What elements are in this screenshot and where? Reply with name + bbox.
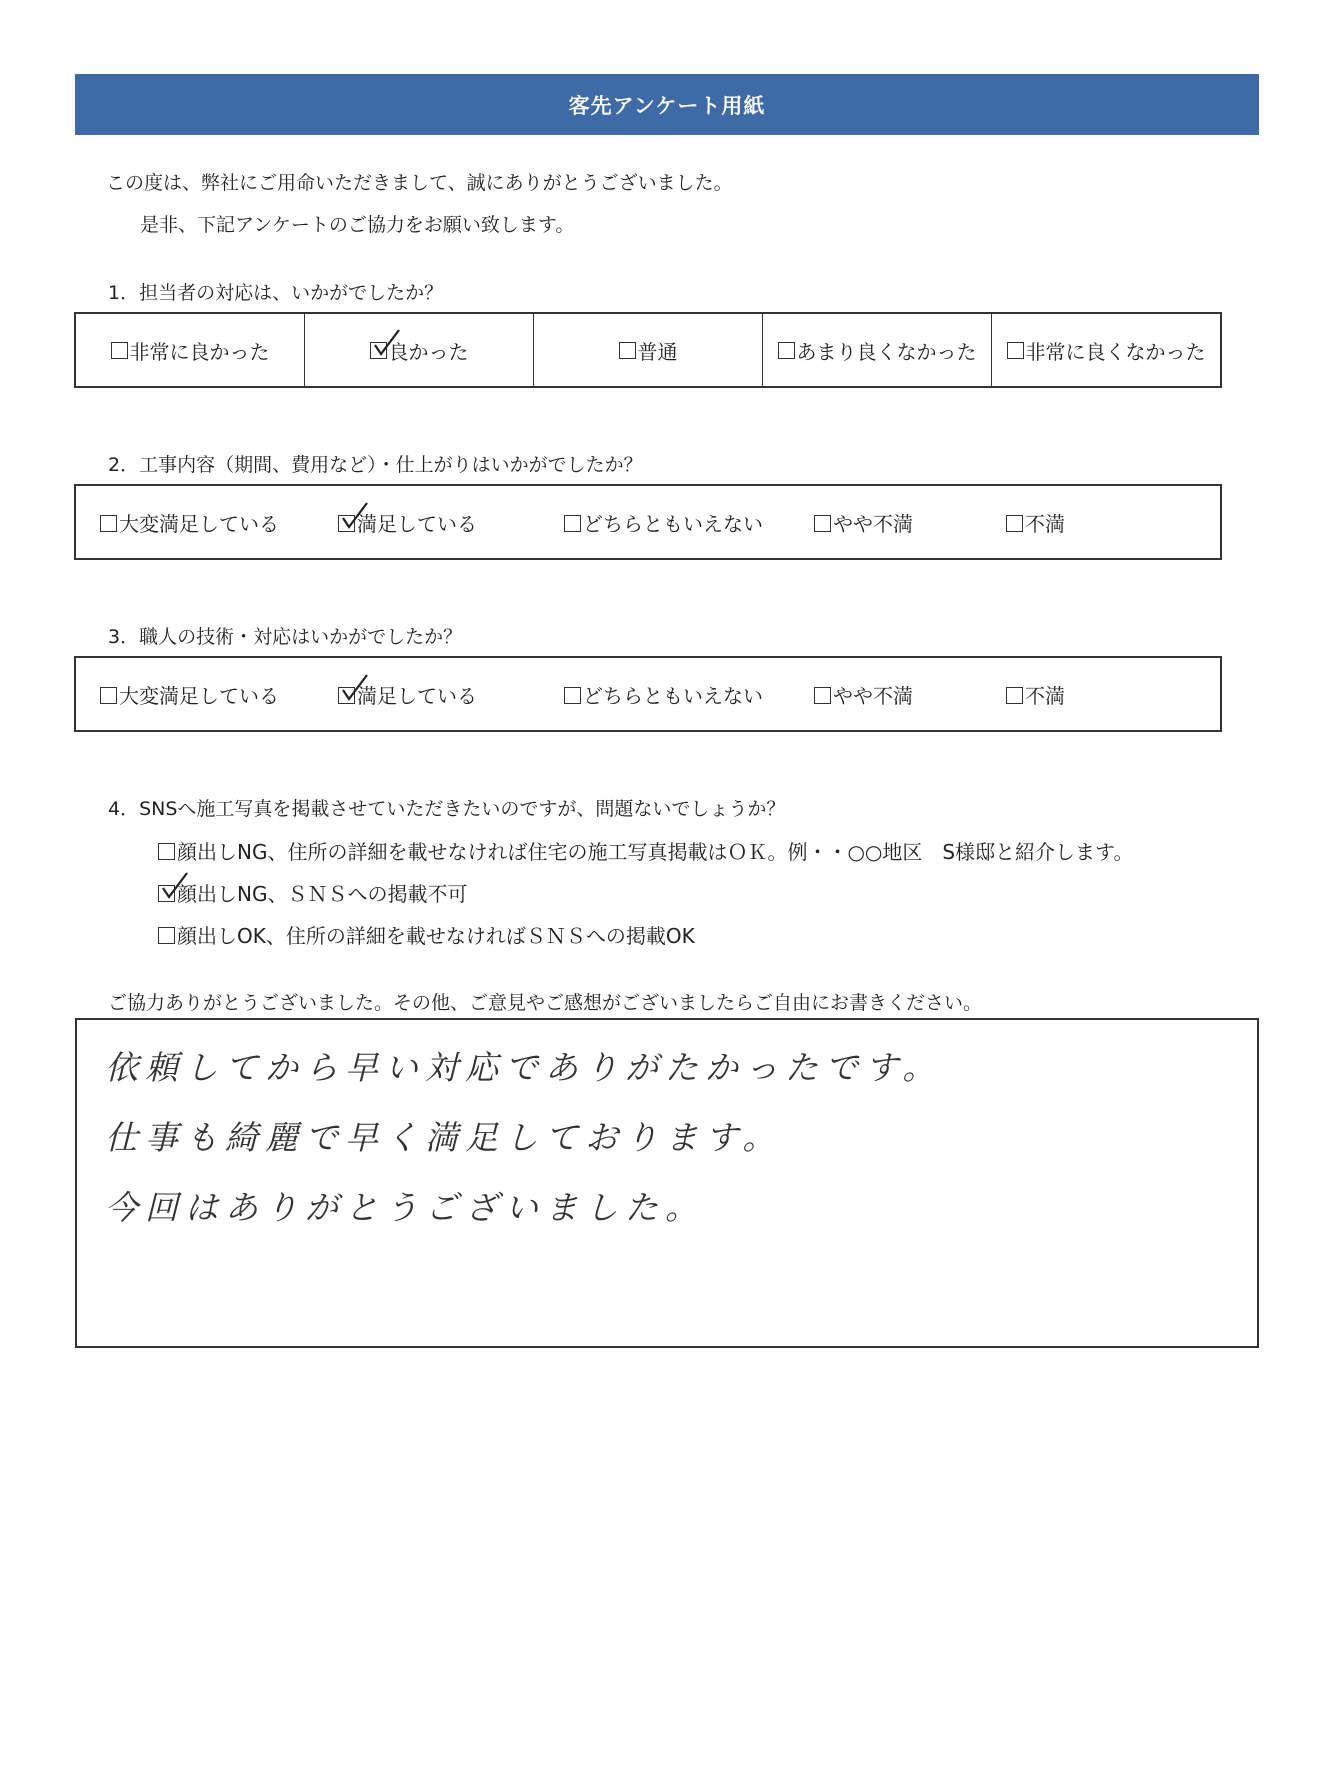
checkbox[interactable] <box>158 927 175 944</box>
checkbox[interactable] <box>111 342 128 359</box>
q1-option-5[interactable] <box>992 314 1220 386</box>
comments-label: ご協力ありがとうございました。その他、ご意見やご感想がございましたらご自由にお書きください。 <box>108 992 983 1014</box>
checkbox-checked[interactable] <box>370 342 387 359</box>
q2-option-2[interactable] <box>338 508 477 537</box>
question-3-label: 3．職人の技術・対応はいかがでしたか？ <box>108 626 463 648</box>
question-1-label: 1．担当者の対応は、いかがでしたか？ <box>108 282 444 304</box>
q1-option-4[interactable] <box>763 314 992 386</box>
q2-option-1-label: 大変満足している <box>119 511 279 536</box>
q1-option-2[interactable] <box>305 314 534 386</box>
question-2-options <box>74 484 1222 560</box>
q4-option-3[interactable] <box>158 920 695 949</box>
q4-option-2[interactable] <box>158 878 467 907</box>
q2-option-3[interactable] <box>564 508 763 537</box>
intro-line-1: この度は、弊社にご用命いただきまして、誠にありがとうございました。 <box>106 172 733 194</box>
q2-option-4[interactable] <box>814 508 913 537</box>
q1-option-5-label: 非常に良くなかった <box>1025 339 1206 364</box>
q3-option-5[interactable] <box>1006 680 1065 709</box>
q2-option-1[interactable] <box>100 508 279 537</box>
handwritten-comment-line-3: 今回はありがとうございました。 <box>105 1188 705 1227</box>
q2-option-2-label: 満足している <box>357 511 477 536</box>
q1-option-1[interactable] <box>76 314 305 386</box>
comments-box[interactable] <box>75 1018 1259 1348</box>
q2-option-5-label: 不満 <box>1025 511 1065 536</box>
q3-option-2-label: 満足している <box>357 683 477 708</box>
q3-option-4[interactable] <box>814 680 913 709</box>
q4-option-2-label: 顔出しNG、ＳＮＳへの掲載不可 <box>177 882 468 906</box>
form-title: 客先アンケート用紙 <box>75 74 1259 135</box>
checkbox[interactable] <box>100 515 117 532</box>
handwritten-comment-line-2: 仕事も綺麗で早く満足しております。 <box>105 1118 783 1157</box>
question-2-label: 2．工事内容（期間、費用など）・仕上がりはいかがでしたか？ <box>108 454 643 476</box>
q3-option-1[interactable] <box>100 680 279 709</box>
q1-option-4-label: あまり良くなかった <box>796 339 977 364</box>
q1-option-3-label: 普通 <box>637 339 678 364</box>
checkbox-checked[interactable] <box>338 515 355 532</box>
checkbox[interactable] <box>564 515 581 532</box>
q1-option-3[interactable] <box>534 314 763 386</box>
handwritten-comment-line-1: 依頼してから早い対応でありがたかったです。 <box>105 1048 943 1087</box>
q3-option-3[interactable] <box>564 680 763 709</box>
checkbox[interactable] <box>100 687 117 704</box>
q3-option-5-label: 不満 <box>1025 683 1065 708</box>
q4-option-1-label: 顔出しNG、住所の詳細を載せなければ住宅の施工写真掲載はＯＫ。例・・○○地区 S様邸と紹介します。 <box>177 840 1134 864</box>
q2-option-5[interactable] <box>1006 508 1065 537</box>
question-4-label: 4．SNSへ施工写真を掲載させていただきたいのですが、問題ないでしょうか？ <box>108 798 786 820</box>
q2-option-3-label: どちらともいえない <box>583 511 763 536</box>
question-3-options <box>74 656 1222 732</box>
checkbox[interactable] <box>1007 342 1024 359</box>
checkbox[interactable] <box>1006 687 1023 704</box>
checkbox[interactable] <box>564 687 581 704</box>
checkbox[interactable] <box>1006 515 1023 532</box>
checkbox[interactable] <box>158 843 175 860</box>
q3-option-4-label: やや不満 <box>833 683 913 708</box>
checkbox[interactable] <box>619 342 636 359</box>
q3-option-2[interactable] <box>338 680 477 709</box>
checkbox-checked[interactable] <box>158 885 175 902</box>
checkbox[interactable] <box>778 342 795 359</box>
q2-option-4-label: やや不満 <box>833 511 913 536</box>
q3-option-3-label: どちらともいえない <box>583 683 763 708</box>
q1-option-1-label: 非常に良かった <box>129 339 270 364</box>
q4-option-3-label: 顔出しOK、住所の詳細を載せなければＳＮＳへの掲載OK <box>177 924 695 948</box>
checkbox[interactable] <box>814 515 831 532</box>
q1-option-2-label: 良かった <box>388 339 469 364</box>
q4-option-1[interactable] <box>158 836 1133 865</box>
q3-option-1-label: 大変満足している <box>119 683 279 708</box>
question-1-options <box>74 312 1222 388</box>
checkbox[interactable] <box>814 687 831 704</box>
intro-line-2: 是非、下記アンケートのご協力をお願い致します。 <box>140 214 575 236</box>
checkbox-checked[interactable] <box>338 687 355 704</box>
